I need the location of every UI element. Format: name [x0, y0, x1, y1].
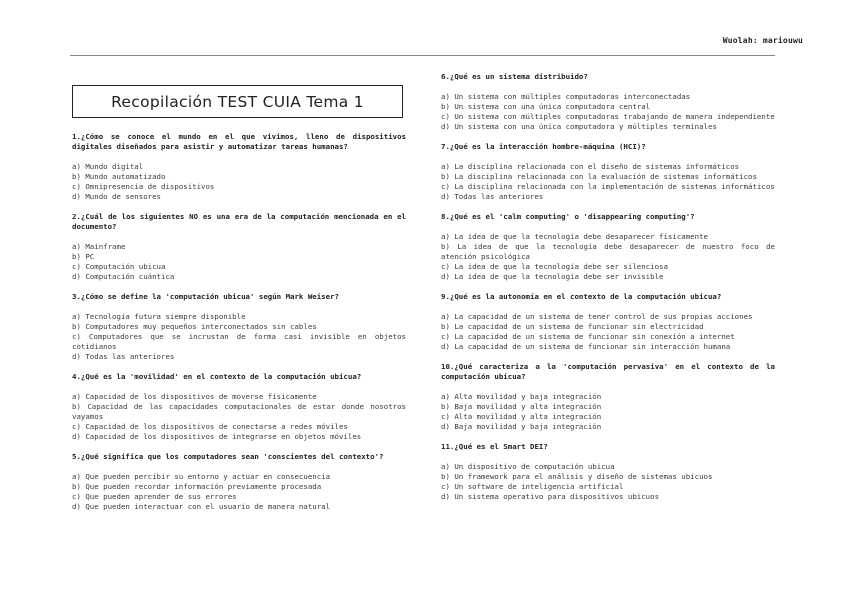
answer-option: a) Que pueden percibir su entorno y actuar en consecuencia	[72, 472, 331, 481]
question-block	[441, 142, 775, 202]
answer-option: c) Alta movilidad y alta integración	[441, 412, 602, 421]
question-title: 7.¿Qué es la interacción hombre-máquina (HCI)?	[441, 142, 646, 151]
answer-option: a) La capacidad de un sistema de tener control de sus propias acciones	[441, 312, 753, 321]
answer-option: c) Capacidad de los dispositivos de conectarse a redes móviles	[72, 422, 348, 431]
question-title: 11.¿Qué es el Smart DEI?	[441, 442, 548, 451]
document-title: Recopilación TEST CUIA Tema 1	[111, 92, 364, 111]
question-block	[72, 452, 406, 512]
answer-option: d) Un sistema operativo para dispositivos ubicuos	[441, 492, 660, 501]
answer-option: a) La idea de que la tecnología debe desaparecer físicamente	[441, 232, 708, 241]
answer-option: a) Mundo digital	[72, 162, 144, 171]
answer-option: a) Tecnología futura siempre disponible	[72, 312, 246, 321]
header-user: Wuolah: mariouwu	[722, 36, 803, 45]
question-block	[441, 292, 775, 352]
header-divider	[70, 55, 775, 56]
question-title: 8.¿Qué es el 'calm computing' o 'disappearing computing'?	[441, 212, 695, 221]
answer-option: d) La capacidad de un sistema de funcionar sin interacción humana	[441, 342, 731, 351]
answer-option: b) Que pueden recordar información previamente procesada	[72, 482, 322, 491]
answer-option: c) La disciplina relacionada con la implementación de sistemas informáticos	[441, 182, 775, 191]
question-block	[441, 212, 775, 282]
answer-option: b) Mundo automatizado	[72, 172, 166, 181]
answer-option: c) La idea de que la tecnología debe ser silenciosa	[441, 262, 668, 271]
answer-option: b) Un framework para el análisis y diseño de sistemas ubicuos	[441, 472, 713, 481]
question-block	[441, 362, 775, 432]
answer-option: b) La capacidad de un sistema de funcionar sin electricidad	[441, 322, 704, 331]
answer-option: b) Capacidad de las capacidades computacionales de estar donde nosotros vayamos	[72, 402, 406, 421]
answer-option: d) Baja movilidad y baja integración	[441, 422, 602, 431]
answer-option: c) Un software de inteligencia artificial	[441, 482, 624, 491]
answer-option: c) Que pueden aprender de sus errores	[72, 492, 237, 501]
answer-option: d) Capacidad de los dispositivos de integrarse en objetos móviles	[72, 432, 362, 441]
answer-option: b) Baja movilidad y alta integración	[441, 402, 602, 411]
answer-option: d) Computación cuántica	[72, 272, 175, 281]
answer-option: a) Alta movilidad y baja integración	[441, 392, 602, 401]
right-column	[441, 72, 775, 512]
answer-option: c) La capacidad de un sistema de funcionar sin conexión a internet	[441, 332, 735, 341]
question-title: 5.¿Qué significa que los computadores sean 'conscientes del contexto'?	[72, 452, 384, 461]
question-title: 3.¿Cómo se define la 'computación ubicua' según Mark Weiser?	[72, 292, 339, 301]
question-block	[72, 132, 406, 202]
question-block	[72, 292, 406, 362]
answer-option: a) Capacidad de los dispositivos de moverse físicamente	[72, 392, 317, 401]
question-title: 4.¿Qué es la 'movilidad' en el contexto de la computación ubicua?	[72, 372, 362, 381]
question-title: 6.¿Qué es un sistema distribuido?	[441, 72, 588, 81]
question-title: 9.¿Qué es la autonomía en el contexto de la computación ubicua?	[441, 292, 722, 301]
question-block	[72, 212, 406, 282]
title-box	[72, 85, 403, 118]
answer-option: c) Un sistema con múltiples computadoras trabajando de manera independiente	[441, 112, 775, 121]
answer-option: c) Omnipresencia de dispositivos	[72, 182, 215, 191]
answer-option: a) Un sistema con múltiples computadoras interconectadas	[441, 92, 691, 101]
answer-option: b) La idea de que la tecnología debe desaparecer de nuestro foco de atención psicológica	[441, 242, 775, 261]
answer-option: d) Todas las anteriores	[72, 352, 175, 361]
question-title: 2.¿Cuál de los siguientes NO es una era de la computación mencionada en el documento?	[72, 212, 406, 231]
question-block	[441, 72, 775, 132]
question-block	[72, 372, 406, 442]
answer-option: a) Mainframe	[72, 242, 126, 251]
answer-option: b) Un sistema con una única computadora central	[441, 102, 651, 111]
answer-option: b) Computadores muy pequeños interconectados sin cables	[72, 322, 317, 331]
answer-option: d) Un sistema con una única computadora y múltiples terminales	[441, 122, 717, 131]
answer-option: d) La idea de que la tecnología debe ser invisible	[441, 272, 664, 281]
answer-option: d) Que pueden interactuar con el usuario de manera natural	[72, 502, 331, 511]
question-title: 1.¿Cómo se conoce el mundo en el que vivimos, lleno de dispositivos digitales diseñados para asistir y automatizar tareas humanas?	[72, 132, 406, 151]
answer-option: d) Todas las anteriores	[441, 192, 544, 201]
question-block	[441, 442, 775, 502]
answer-option: d) Mundo de sensores	[72, 192, 161, 201]
answer-option: a) La disciplina relacionada con el diseño de sistemas informáticos	[441, 162, 740, 171]
answer-option: a) Un dispositivo de computación ubicua	[441, 462, 615, 471]
left-column	[72, 132, 406, 522]
question-title: 10.¿Qué caracteriza a la 'computación pervasiva' en el contexto de la computación ubicua?	[441, 362, 775, 381]
answer-option: b) PC	[72, 252, 95, 261]
answer-option: b) La disciplina relacionada con la evaluación de sistemas informáticos	[441, 172, 757, 181]
answer-option: c) Computación ubicua	[72, 262, 166, 271]
answer-option: c) Computadores que se incrustan de forma casi invisible en objetos cotidianos	[72, 332, 406, 351]
